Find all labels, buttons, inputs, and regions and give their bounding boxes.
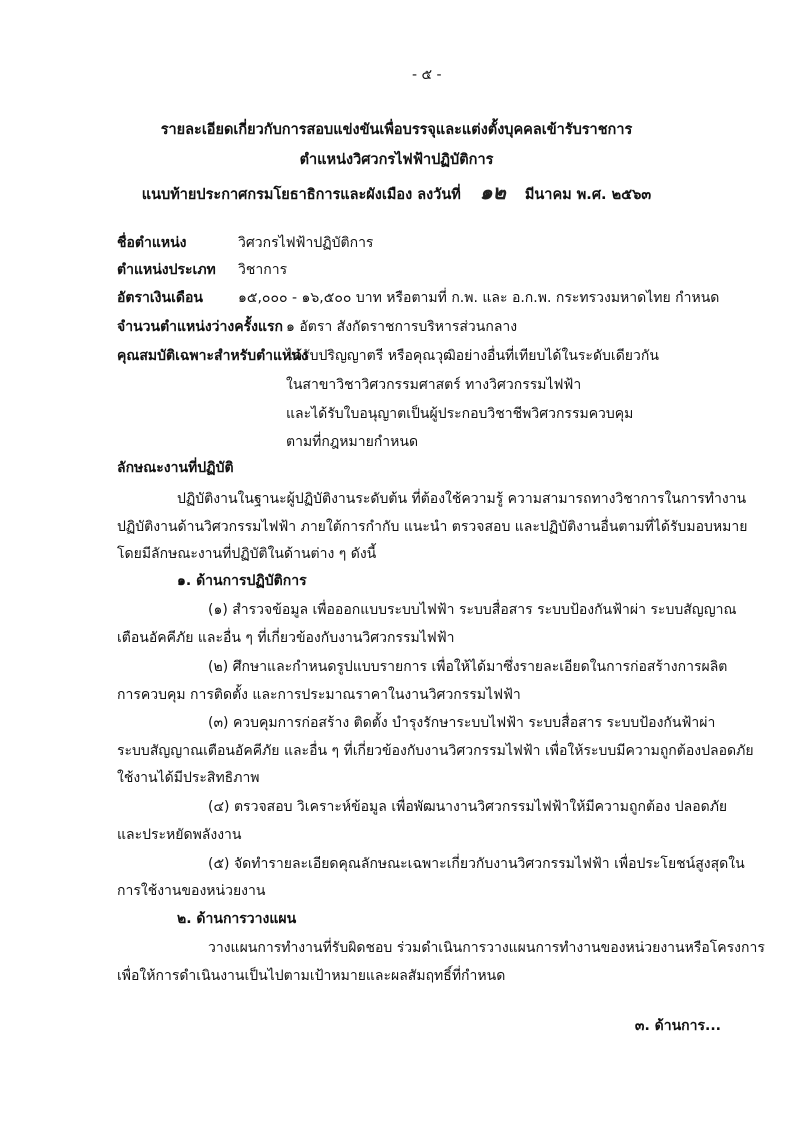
duty-item-3-line: (๓) ควบคุมการก่อสร้าง ติดตั้ง บำรุงรักษาระบบไฟฟ้า ระบบสื่อสาร ระบบป้องกันฟ้าผ่า <box>208 715 716 731</box>
section-2-heading: ๒. ด้านการวางแผน <box>177 911 297 927</box>
position-value: วิศวกรไฟฟ้าปฏิบัติการ <box>238 235 374 251</box>
vacancy-value: ๑ อัตรา สังกัดราชการบริหารส่วนกลาง <box>286 319 518 335</box>
qualification-line: และได้รับใบอนุญาตเป็นผู้ประกอบวิชาชีพวิศวกรรมควบคุม <box>286 406 634 422</box>
qualification-line: ในสาขาวิชาวิศวกรรมศาสตร์ ทางวิศวกรรมไฟฟ้า <box>286 377 582 393</box>
qualification-line: ตามที่กฎหมายกำหนด <box>286 434 419 450</box>
section-1-heading: ๑. ด้านการปฏิบัติการ <box>177 573 307 589</box>
salary-label: อัตราเงินเดือน <box>117 290 203 306</box>
position-type-label: ตำแหน่งประเภท <box>117 262 216 278</box>
duty-item-1-line: เตือนอัคคีภัย และอื่น ๆ ที่เกี่ยวข้องกับงานวิศวกรรมไฟฟ้า <box>117 630 455 646</box>
qualification-line: ได้รับปริญญาตรี หรือคุณวุฒิอย่างอื่นที่เทียบได้ในระดับเดียวกัน <box>286 348 659 364</box>
continuation-marker: ๓. ด้านการ... <box>634 1018 721 1034</box>
section-2-line: เพื่อให้การดำเนินงานเป็นไปตามเป้าหมายและผลสัมฤทธิ์ที่กำหนด <box>117 968 506 984</box>
salary-value: ๑๕,๐๐๐ - ๑๖,๕๐๐ บาท หรือตามที่ ก.พ. และ อ.ก.พ. กระทรวงมหาดไทย กำหนด <box>238 290 720 306</box>
duty-item-5-line: การใช้งานของหน่วยงาน <box>117 883 266 899</box>
page-number: - ๕ - <box>412 67 442 83</box>
header-line-3-prefix: แนบท้ายประกาศกรมโยธาธิการและผังเมือง ลงวันที่ <box>141 187 461 203</box>
duty-item-4-line: (๔) ตรวจสอบ วิเคราะห์ข้อมูล เพื่อพัฒนางานวิศวกรรมไฟฟ้าให้มีความถูกต้อง ปลอดภัย <box>208 799 728 815</box>
qualification-label: คุณสมบัติเฉพาะสำหรับตำแหน่ง <box>117 348 308 364</box>
duty-item-2-line: การควบคุม การติดตั้ง และการประมาณราคาในงานวิศวกรรมไฟฟ้า <box>117 687 521 703</box>
duty-item-2-line: (๒) ศึกษาและกำหนดรูปแบบรายการ เพื่อให้ได้มาซึ่งรายละเอียดในการก่อสร้างการผลิต <box>208 659 728 675</box>
duty-item-3-line: ระบบสัญญาณเตือนอัคคีภัย และอื่น ๆ ที่เกี่ยวข้องกับงานวิศวกรรมไฟฟ้า เพื่อให้ระบบมีความถูกต้องปลอดภัย <box>117 743 754 759</box>
job-intro-line: ปฏิบัติงานด้านวิศวกรรมไฟฟ้า ภายใต้การกำกับ แนะนำ ตรวจสอบ และปฏิบัติงานอื่นตามที่ได้รับมอบหมาย <box>117 519 748 535</box>
position-type-value: วิชาการ <box>238 262 288 278</box>
job-intro-line: โดยมีลักษณะงานที่ปฏิบัติในด้านต่าง ๆ ดังนี้ <box>117 546 377 562</box>
header-line-1: รายละเอียดเกี่ยวกับการสอบแข่งขันเพื่อบรรจุและแต่งตั้งบุคคลเข้ารับราชการ <box>160 122 633 138</box>
handwritten-date: ๑๒ <box>479 180 506 204</box>
position-label: ชื่อตำแหน่ง <box>117 235 187 251</box>
vacancy-label: จำนวนตำแหน่งว่างครั้งแรก <box>117 319 283 335</box>
job-heading: ลักษณะงานที่ปฏิบัติ <box>117 460 234 476</box>
job-intro-line: ปฏิบัติงานในฐานะผู้ปฏิบัติงานระดับต้น ที่ต้องใช้ความรู้ ความสามารถทางวิชาการในการทำงาน <box>177 491 747 507</box>
header-line-3-suffix: มีนาคม พ.ศ. ๒๕๖๓ <box>524 187 652 203</box>
duty-item-4-line: และประหยัดพลังงาน <box>117 827 242 843</box>
header-line-3 <box>0 176 793 208</box>
duty-item-3-line: ใช้งานได้มีประสิทธิภาพ <box>117 770 260 786</box>
header-line-2: ตำแหน่งวิศวกรไฟฟ้าปฏิบัติการ <box>299 152 494 168</box>
duty-item-5-line: (๕) จัดทำรายละเอียดคุณลักษณะเฉพาะเกี่ยวกับงานวิศวกรรมไฟฟ้า เพื่อประโยชน์สูงสุดใน <box>208 856 745 872</box>
duty-item-1-line: (๑) สำรวจข้อมูล เพื่อออกแบบระบบไฟฟ้า ระบบสื่อสาร ระบบป้องกันฟ้าผ่า ระบบสัญญาณ <box>208 602 737 618</box>
section-2-line: วางแผนการทำงานที่รับผิดชอบ ร่วมดำเนินการวางแผนการทำงานของหน่วยงานหรือโครงการ <box>208 940 765 956</box>
